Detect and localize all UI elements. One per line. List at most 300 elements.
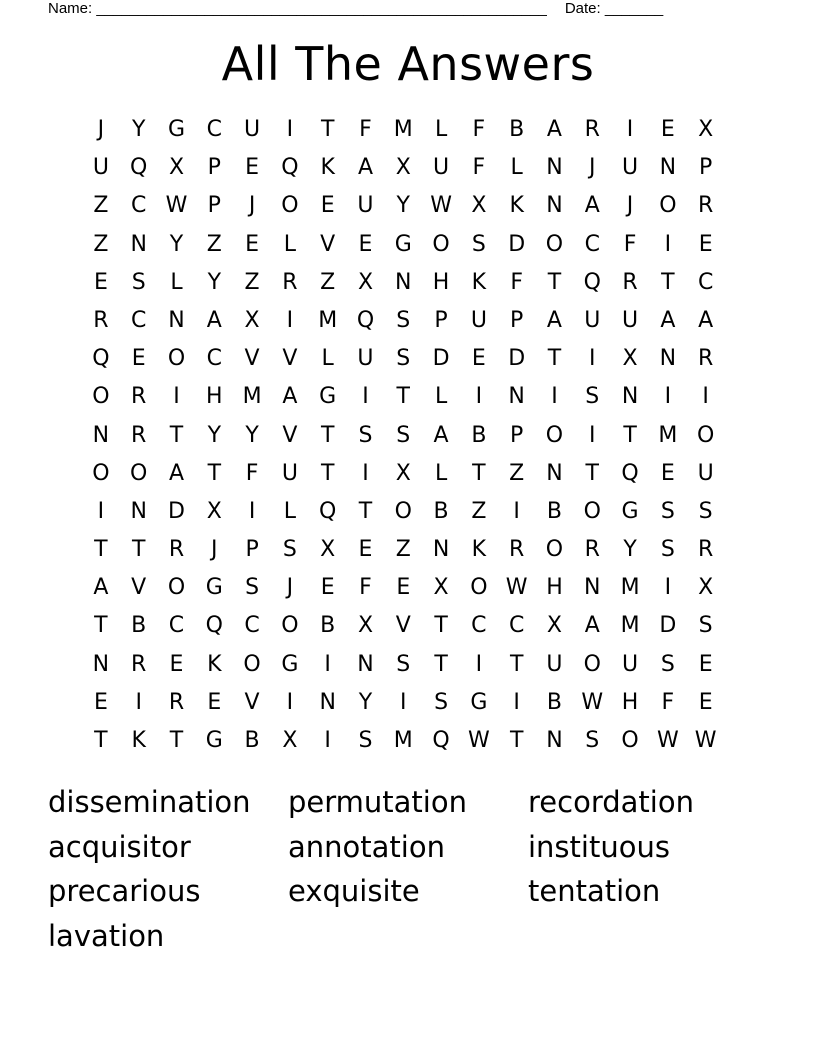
grid-letter: I — [135, 689, 142, 715]
grid-letter: B — [546, 498, 562, 524]
letter-grid — [82, 111, 725, 760]
grid-letter: Q — [281, 155, 299, 181]
grid-letter: F — [472, 155, 486, 181]
grid-letter: G — [205, 728, 223, 753]
grid-letter: W — [430, 193, 452, 219]
grid-letter: O — [281, 613, 299, 639]
grid-letter: I — [400, 689, 407, 715]
grid-letter: X — [622, 346, 638, 372]
grid-letter: L — [434, 384, 448, 410]
grid-letter: D — [508, 231, 526, 257]
grid-letter: B — [546, 689, 562, 715]
grid-letter: L — [170, 269, 183, 295]
grid-letter: M — [620, 575, 640, 601]
grid-letter: R — [698, 193, 714, 219]
grid-letter: T — [358, 498, 373, 524]
grid-letter: X — [546, 613, 562, 639]
grid-letter: T — [94, 728, 108, 753]
grid-letter: Z — [395, 537, 411, 563]
grid-letter: T — [207, 460, 222, 486]
grid-letter: W — [694, 728, 717, 753]
grid-letter: E — [93, 269, 108, 295]
grid-letter: R — [93, 307, 109, 333]
grid-letter: N — [659, 155, 677, 181]
grid-letter: I — [475, 384, 483, 410]
grid-letter: I — [513, 689, 520, 715]
grid-letter: N — [584, 575, 601, 601]
grid-letter: S — [698, 498, 713, 524]
grid-letter: U — [357, 193, 374, 219]
grid-letter: X — [168, 155, 185, 181]
grid-letter: B — [320, 613, 336, 639]
grid-letter: T — [434, 651, 448, 677]
grid-letter: G — [621, 498, 639, 524]
grid-letter: Q — [432, 728, 450, 753]
grid-letter: R — [131, 422, 147, 448]
grid-letter: O — [545, 422, 564, 448]
grid-letter: X — [282, 728, 298, 753]
grid-letter: O — [432, 231, 450, 257]
grid-letter: B — [509, 117, 525, 142]
grid-letter: X — [433, 575, 449, 601]
grid-letter: P — [510, 422, 524, 448]
grid-letter: I — [248, 498, 256, 524]
grid-letter: I — [173, 384, 180, 410]
grid-letter: N — [130, 498, 147, 524]
grid-letter: M — [658, 422, 678, 448]
grid-letter: V — [282, 346, 298, 372]
grid-letter: R — [168, 537, 185, 563]
grid-letter: X — [471, 193, 487, 219]
grid-letter: T — [547, 346, 562, 372]
grid-letter: C — [206, 346, 222, 372]
grid-letter: T — [131, 537, 146, 563]
grid-letter: X — [698, 575, 714, 601]
grid-letter: G — [281, 651, 299, 677]
grid-letter: G — [319, 384, 337, 410]
grid-letter: U — [584, 307, 601, 333]
grid-letter: A — [168, 460, 185, 486]
grid-letter: R — [584, 117, 600, 142]
grid-letter: O — [621, 728, 639, 753]
grid-letter: E — [358, 231, 373, 257]
grid-letter: E — [245, 231, 260, 257]
grid-letter: S — [282, 537, 297, 563]
grid-letter: E — [698, 231, 713, 257]
grid-letter: C — [244, 613, 260, 639]
grid-letter: C — [508, 613, 525, 639]
grid-letter: P — [207, 155, 221, 181]
grid-letter: F — [510, 269, 523, 295]
grid-letter: H — [432, 269, 450, 295]
grid-letter: C — [697, 269, 714, 295]
word-list-item: lavation — [48, 919, 165, 954]
grid-letter: Z — [509, 460, 525, 486]
grid-letter: T — [623, 422, 637, 448]
grid-letter: D — [659, 613, 677, 639]
grid-letter: N — [92, 422, 110, 448]
grid-letter: V — [244, 689, 260, 715]
grid-letter: I — [286, 307, 294, 333]
grid-letter: O — [243, 651, 261, 677]
grid-letter: Q — [621, 460, 639, 486]
grid-letter: T — [94, 613, 108, 639]
grid-letter: A — [357, 155, 373, 181]
grid-letter: Y — [207, 422, 222, 448]
grid-letter: W — [581, 689, 604, 715]
grid-letter: Y — [169, 231, 184, 257]
grid-letter: S — [396, 651, 411, 677]
grid-letter: Q — [319, 498, 337, 524]
grid-letter: Q — [583, 269, 601, 295]
grid-letter: L — [434, 460, 448, 486]
grid-letter: T — [396, 384, 410, 410]
grid-letter: X — [395, 155, 411, 181]
grid-letter: S — [131, 269, 146, 295]
grid-letter: B — [471, 422, 487, 448]
grid-letter: I — [664, 384, 672, 410]
grid-letter: M — [393, 117, 413, 142]
grid-letter: O — [281, 193, 299, 219]
word-list-item: dissemination — [48, 785, 251, 819]
grid-letter: H — [546, 575, 563, 601]
grid-letter: R — [509, 537, 525, 563]
grid-letter: I — [589, 422, 596, 448]
grid-letter: E — [169, 651, 184, 677]
grid-letter: P — [699, 155, 713, 181]
grid-letter: A — [584, 613, 600, 639]
grid-letter: C — [471, 613, 487, 639]
grid-letter: P — [245, 537, 259, 563]
grid-letter: F — [245, 460, 259, 486]
grid-letter: O — [470, 575, 488, 601]
grid-letter: E — [660, 460, 675, 486]
grid-letter: J — [286, 575, 294, 601]
grid-letter: W — [505, 575, 528, 601]
grid-letter: A — [206, 307, 222, 333]
grid-letter: J — [248, 193, 256, 219]
grid-letter: U — [357, 346, 374, 372]
grid-letter: W — [467, 728, 490, 753]
grid-letter: R — [168, 689, 185, 715]
grid-letter: N — [546, 728, 563, 753]
grid-letter: O — [167, 346, 186, 372]
grid-letter: S — [358, 728, 373, 753]
grid-letter: X — [395, 460, 411, 486]
grid-letter: Q — [205, 613, 223, 639]
grid-letter: A — [660, 307, 676, 333]
grid-letter: P — [510, 307, 524, 333]
grid-letter: U — [622, 307, 639, 333]
grid-letter: G — [394, 231, 412, 257]
grid-letter: C — [168, 613, 185, 639]
word-list-item: annotation — [288, 829, 445, 864]
grid-letter: N — [621, 384, 639, 410]
grid-letter: X — [206, 498, 222, 524]
grid-letter: K — [471, 537, 487, 563]
grid-letter: O — [92, 384, 110, 410]
grid-letter: I — [324, 728, 331, 753]
grid-letter: E — [660, 117, 675, 142]
grid-letter: K — [320, 155, 335, 181]
grid-letter: S — [245, 575, 260, 601]
grid-letter: I — [589, 346, 596, 372]
grid-letter: O — [545, 537, 564, 563]
grid-letter: A — [433, 422, 449, 448]
grid-letter: Q — [92, 346, 110, 372]
grid-letter: N — [319, 689, 336, 715]
grid-letter: L — [321, 346, 334, 372]
grid-letter: I — [362, 384, 369, 410]
grid-letter: E — [358, 537, 373, 563]
grid-letter: A — [584, 193, 600, 219]
grid-letter: T — [547, 269, 562, 295]
word-list-item: precarious — [48, 874, 201, 909]
grid-letter: M — [393, 728, 413, 753]
grid-letter: O — [545, 231, 564, 257]
grid-letter: F — [661, 689, 675, 715]
grid-letter: S — [396, 346, 411, 372]
grid-letter: Z — [320, 269, 336, 295]
grid-letter: I — [513, 498, 520, 524]
grid-letter: C — [131, 193, 147, 219]
grid-letter: W — [656, 728, 679, 753]
word-list-item: acquisitor — [48, 829, 191, 864]
grid-letter: A — [546, 307, 562, 333]
page-title: All The Answers — [221, 37, 595, 91]
grid-letter: J — [626, 193, 634, 219]
grid-letter: S — [358, 422, 373, 448]
grid-letter: K — [207, 651, 222, 677]
grid-letter: U — [433, 155, 450, 181]
grid-letter: E — [396, 575, 411, 601]
grid-letter: L — [283, 498, 297, 524]
grid-letter: I — [702, 384, 709, 410]
grid-letter: I — [286, 117, 294, 142]
grid-letter: O — [92, 460, 110, 486]
grid-letter: Z — [471, 498, 487, 524]
grid-letter: I — [626, 117, 634, 142]
grid-letter: W — [165, 193, 188, 219]
grid-letter: U — [281, 460, 298, 486]
grid-letter: V — [395, 613, 411, 639]
grid-letter: K — [509, 193, 524, 219]
grid-letter: V — [320, 231, 336, 257]
grid-letter: U — [546, 651, 563, 677]
grid-letter: E — [320, 193, 335, 219]
header-line — [48, 0, 663, 18]
grid-letter: R — [131, 384, 147, 410]
grid-letter: Y — [623, 537, 637, 563]
grid-letter: A — [698, 307, 714, 333]
grid-letter: S — [396, 422, 411, 448]
grid-letter: F — [359, 575, 372, 601]
grid-letter: U — [244, 117, 261, 142]
grid-letter: Z — [206, 231, 222, 257]
grid-letter: Y — [131, 117, 146, 142]
grid-letter: O — [167, 575, 186, 601]
grid-letter: N — [546, 155, 563, 181]
grid-letter: E — [93, 689, 108, 715]
grid-letter: P — [207, 193, 221, 219]
grid-letter: P — [434, 307, 448, 333]
grid-letter: E — [471, 346, 486, 372]
grid-letter: Z — [244, 269, 260, 295]
grid-letter: I — [664, 575, 672, 601]
grid-letter: T — [661, 269, 675, 295]
word-list-item: permutation — [288, 785, 467, 819]
grid-letter: N — [659, 346, 677, 372]
grid-letter: T — [169, 728, 184, 753]
grid-letter: X — [698, 117, 714, 142]
grid-letter: A — [93, 575, 109, 601]
grid-letter: Q — [356, 307, 375, 333]
grid-letter: Z — [93, 193, 109, 219]
grid-letter: T — [509, 651, 524, 677]
grid-letter: L — [510, 155, 523, 181]
grid-letter: T — [509, 728, 524, 753]
grid-letter: S — [660, 537, 675, 563]
grid-letter: X — [244, 307, 260, 333]
grid-letter: A — [282, 384, 298, 410]
grid-letter: S — [660, 651, 675, 677]
grid-letter: N — [357, 651, 374, 677]
grid-letter: T — [320, 117, 335, 142]
word-list-item: instituous — [528, 829, 670, 864]
grid-letter: O — [659, 193, 677, 219]
grid-letter: Q — [130, 155, 148, 181]
grid-letter: G — [205, 575, 223, 601]
word-list-item: recordation — [528, 785, 694, 819]
grid-letter: D — [508, 346, 526, 372]
grid-letter: G — [470, 689, 488, 715]
grid-letter: X — [357, 613, 374, 639]
grid-letter: E — [245, 155, 260, 181]
grid-letter: C — [131, 307, 147, 333]
grid-letter: R — [584, 537, 600, 563]
grid-letter: E — [698, 689, 713, 715]
grid-letter: Y — [358, 689, 373, 715]
grid-letter: S — [396, 307, 411, 333]
grid-letter: N — [546, 460, 563, 486]
grid-letter: D — [168, 498, 185, 524]
grid-letter: U — [697, 460, 714, 486]
grid-letter: F — [359, 117, 372, 142]
grid-letter: J — [211, 537, 218, 563]
grid-letter: B — [244, 728, 260, 753]
grid-letter: E — [131, 346, 146, 372]
grid-letter: C — [206, 117, 222, 142]
grid-letter: H — [621, 689, 639, 715]
grid-letter: R — [282, 269, 298, 295]
grid-letter: S — [471, 231, 486, 257]
word-list-item: exquisite — [288, 874, 420, 909]
grid-letter: T — [585, 460, 599, 486]
name-field[interactable]: Name: ______________________________________________________ — [48, 0, 547, 17]
grid-letter: I — [324, 651, 331, 677]
grid-letter: V — [244, 346, 260, 372]
grid-letter: F — [623, 231, 637, 257]
grid-letter: T — [472, 460, 486, 486]
grid-letter: R — [698, 346, 714, 372]
grid-letter: O — [130, 460, 148, 486]
grid-letter: I — [475, 651, 483, 677]
grid-letter: M — [242, 384, 262, 410]
word-list-item: tentation — [528, 874, 661, 909]
grid-letter: Z — [93, 231, 109, 257]
date-field[interactable]: Date: _______ — [564, 0, 664, 17]
grid-letter: O — [583, 651, 601, 677]
word-list — [48, 780, 768, 959]
grid-letter: C — [584, 231, 600, 257]
grid-letter: J — [97, 117, 105, 142]
grid-letter: U — [622, 155, 639, 181]
grid-letter: Y — [396, 193, 410, 219]
grid-letter: T — [169, 422, 184, 448]
grid-letter: I — [664, 231, 672, 257]
grid-letter: M — [620, 613, 640, 639]
grid-letter: F — [472, 117, 486, 142]
grid-letter: E — [698, 651, 713, 677]
grid-letter: Y — [245, 422, 259, 448]
grid-letter: U — [92, 155, 109, 181]
grid-letter: I — [286, 689, 294, 715]
grid-letter: V — [131, 575, 147, 601]
grid-letter: I — [551, 384, 558, 410]
grid-letter: R — [131, 651, 147, 677]
grid-letter: S — [434, 689, 449, 715]
grid-letter: U — [470, 307, 487, 333]
grid-letter: U — [622, 651, 639, 677]
grid-letter: X — [357, 269, 374, 295]
grid-letter: S — [660, 498, 675, 524]
grid-letter: N — [168, 307, 185, 333]
grid-letter: E — [207, 689, 222, 715]
grid-letter: N — [508, 384, 525, 410]
grid-letter: A — [546, 117, 562, 142]
grid-letter: N — [395, 269, 412, 295]
grid-letter: X — [320, 537, 336, 563]
grid-letter: O — [583, 498, 601, 524]
grid-letter: D — [432, 346, 450, 372]
grid-letter: L — [283, 231, 297, 257]
grid-letter: O — [696, 422, 715, 448]
grid-letter: L — [434, 117, 448, 142]
grid-letter: I — [97, 498, 105, 524]
grid-letter: N — [92, 651, 110, 677]
grid-letter: K — [471, 269, 487, 295]
grid-letter: Y — [207, 269, 222, 295]
grid-letter: T — [94, 537, 108, 563]
grid-letter: O — [394, 498, 412, 524]
grid-letter: I — [362, 460, 369, 486]
grid-letter: T — [320, 460, 335, 486]
grid-letter: N — [546, 193, 563, 219]
grid-letter: T — [434, 613, 448, 639]
grid-letter: N — [130, 231, 147, 257]
grid-letter: R — [622, 269, 638, 295]
grid-letter: S — [585, 728, 600, 753]
grid-letter: N — [432, 537, 450, 563]
grid-letter: B — [433, 498, 449, 524]
grid-letter: E — [320, 575, 335, 601]
grid-letter: R — [698, 537, 714, 563]
grid-letter: S — [585, 384, 600, 410]
grid-letter: V — [282, 422, 298, 448]
grid-letter: M — [318, 307, 338, 333]
grid-letter: J — [589, 155, 596, 181]
grid-letter: T — [320, 422, 335, 448]
